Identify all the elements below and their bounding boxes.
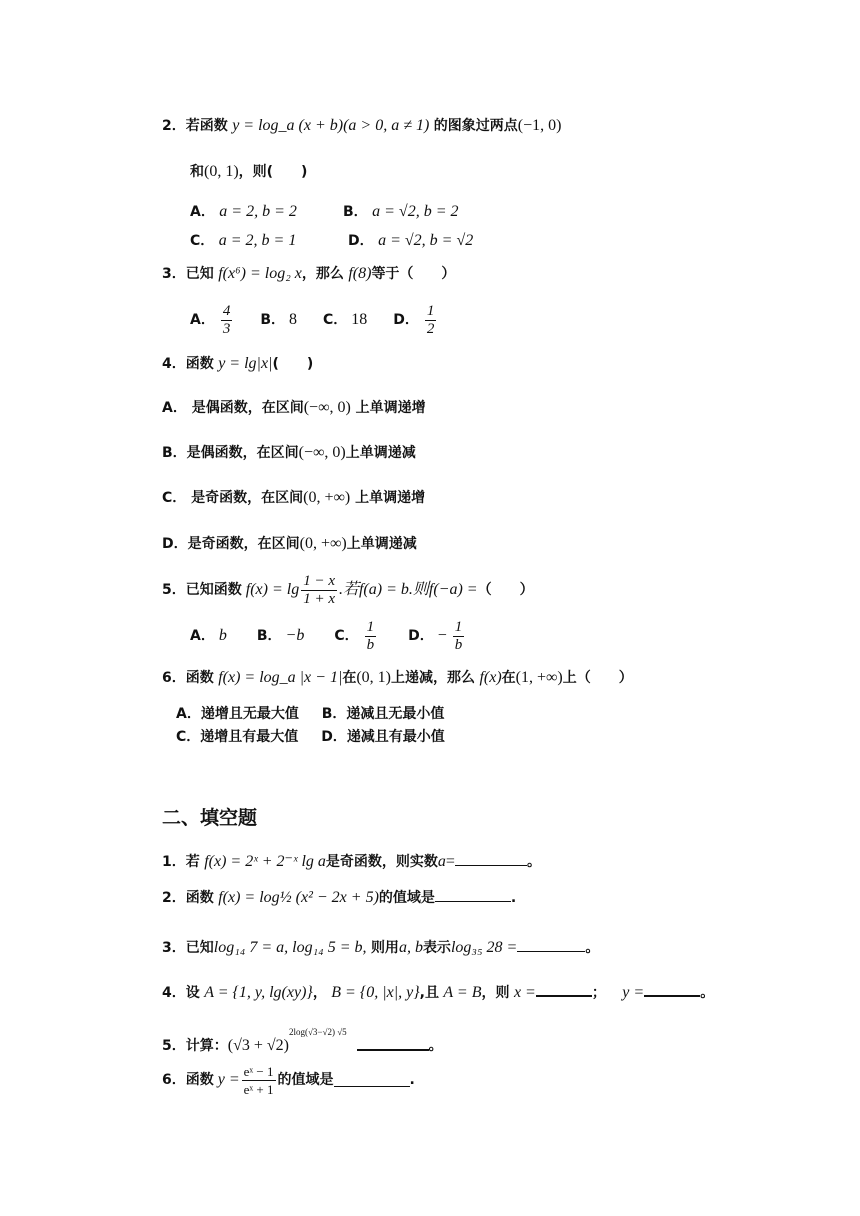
option-text: 上单调递减: [345, 445, 416, 461]
formula: f(x) = log_a |x − 1|: [218, 669, 343, 686]
option-row: [343, 202, 459, 222]
question-text: 是奇函数，则实数: [325, 854, 438, 870]
interval: (−∞, 0): [298, 444, 346, 461]
option-label: A．: [190, 628, 215, 644]
numerator: eˣ − 1: [243, 1063, 274, 1079]
minus-sign: −: [437, 627, 447, 644]
section-title: 二、填空题: [162, 807, 258, 829]
option-value: 18: [351, 311, 368, 328]
question-text: 函数: [185, 356, 214, 372]
question-3: [162, 264, 455, 284]
formula: y =: [217, 1071, 240, 1088]
question-text: 的值域是: [277, 1072, 334, 1088]
interval: (0, 1): [356, 669, 391, 686]
formula: log₃₅ 28 =: [450, 939, 518, 956]
question-2: [162, 116, 561, 136]
question-text: 和: [190, 164, 204, 180]
question-text: 已知: [185, 266, 214, 282]
question-6: [162, 668, 633, 688]
answer-blank-y[interactable]: [644, 983, 700, 997]
question-text: 若: [185, 854, 200, 870]
question-text: 表示: [422, 940, 451, 956]
option-b: [162, 443, 416, 463]
numerator: 1: [426, 302, 435, 319]
question-text: 已知: [185, 940, 214, 956]
question-text: ，则( ): [238, 164, 308, 180]
question-text: 则用: [370, 940, 399, 956]
separator: ，: [312, 985, 327, 1001]
end-mark: .: [510, 890, 517, 906]
answer-blank[interactable]: [357, 1037, 429, 1051]
question-number: 4．: [162, 356, 186, 372]
numerator: 4: [222, 302, 231, 319]
option-label: D．: [393, 312, 419, 328]
fill-question-3: [162, 938, 599, 958]
option-label: C．: [190, 233, 215, 249]
option-label: B．: [162, 445, 187, 461]
question-2-line-2: [190, 162, 307, 182]
formula-base: (√3 + √2): [227, 1037, 289, 1054]
answer-blank[interactable]: [517, 939, 585, 952]
question-text: 在: [501, 670, 516, 686]
question-number: 5．: [162, 582, 186, 598]
option-text: 上单调递增: [350, 400, 426, 416]
set-b: B = {0, |x|, y}: [331, 984, 420, 1001]
question-number: 5．: [162, 1038, 186, 1054]
question-number: 1．: [162, 854, 186, 870]
option-text: 递增且有最大值: [200, 729, 299, 745]
formula: .若f(a) = b.则f(−a) =: [338, 581, 478, 598]
formula: f(x⁶) = log₂ x: [218, 265, 302, 282]
formula: y = lg|x|: [218, 355, 273, 372]
formula: f(8): [348, 265, 372, 282]
option-value: a = 2, b = 2: [219, 203, 297, 220]
question-text: ( ): [272, 356, 314, 372]
option-label: B．: [321, 706, 347, 722]
y-equals: y =: [622, 984, 645, 1001]
variable: a, b: [398, 939, 423, 956]
fraction: [365, 619, 377, 654]
fraction: [242, 1063, 276, 1098]
option-label: C．: [176, 729, 201, 745]
end-mark: 。: [585, 940, 600, 956]
option-text: 上单调递减: [346, 536, 417, 552]
fill-question-5: [162, 1027, 443, 1056]
denominator: 1 + x: [303, 590, 335, 607]
denominator: b: [454, 636, 463, 653]
numerator: 1 − x: [303, 572, 335, 589]
question-text: 上（ ）: [562, 670, 633, 686]
answer-blank-x[interactable]: [536, 983, 592, 997]
question-text: 的图象过两点: [433, 118, 518, 134]
option-label: D．: [348, 233, 374, 249]
answer-blank[interactable]: [334, 1074, 410, 1087]
set-a: A = {1, y, lg(xy)}: [204, 984, 313, 1001]
option-label: C．: [334, 628, 359, 644]
option-row: [190, 202, 297, 222]
option-text: 上单调递增: [350, 490, 426, 506]
option-label: D．: [321, 729, 347, 745]
interval: (0, +∞): [299, 535, 347, 552]
option-label: B．: [260, 312, 286, 328]
fill-question-1: [162, 852, 541, 872]
condition: A = B: [443, 984, 482, 1001]
formula: (−1, 0): [517, 117, 562, 134]
option-label: A．: [190, 204, 215, 220]
formula: f(x) = 2ˣ + 2⁻ˣ lg a: [204, 853, 326, 870]
answer-blank[interactable]: [455, 853, 527, 866]
option-label: C．: [162, 490, 187, 506]
option-d: [162, 534, 417, 554]
formula: log₁₄ 7 = a, log₁₄ 5 = b,: [213, 939, 367, 956]
fraction: [425, 303, 437, 338]
option-value: a = √2, b = √2: [378, 232, 474, 249]
question-5: [162, 568, 534, 612]
question-number: 4．: [162, 985, 186, 1001]
numerator: 1: [454, 618, 463, 635]
option-text: 是偶函数，在区间: [186, 445, 299, 461]
denominator: b: [366, 636, 375, 653]
options-row: [190, 298, 438, 342]
end-mark: 。: [428, 1038, 443, 1054]
fill-question-2: [162, 888, 516, 908]
numerator: 1: [366, 618, 375, 635]
end-mark: .: [409, 1072, 415, 1088]
question-number: 3．: [162, 940, 186, 956]
option-label: D．: [408, 628, 434, 644]
fill-question-4: [162, 983, 714, 1003]
denominator: 3: [222, 320, 231, 337]
option-label: D．: [162, 536, 188, 552]
formula: f(x) = log½ (x² − 2x + 5): [218, 889, 379, 906]
end-mark: 。: [526, 854, 541, 870]
option-value: 8: [289, 311, 298, 328]
option-value: b: [218, 627, 227, 644]
semicolon: ；: [591, 985, 606, 1001]
question-text: 已知函数: [185, 582, 242, 598]
option-value: a = 2, b = 1: [218, 232, 297, 249]
option-a: [162, 398, 426, 418]
question-text: 函数: [185, 890, 214, 906]
formula: y = log_a (x + b)(a > 0, a ≠ 1): [232, 117, 430, 134]
option-label: A．: [176, 706, 201, 722]
question-number: 6．: [162, 670, 186, 686]
question-number: 2．: [162, 118, 186, 134]
fraction: [453, 619, 465, 654]
formula-exponent: 2log(√3−√2) √5: [289, 1027, 347, 1037]
formula: (0, 1): [204, 163, 239, 180]
option-label: B．: [256, 628, 282, 644]
question-4: [162, 354, 313, 374]
option-text: 递减且无最小值: [346, 706, 445, 722]
question-number: 2．: [162, 890, 186, 906]
question-text: ,且: [419, 985, 439, 1001]
option-label: A．: [162, 400, 187, 416]
question-text: 上递减，那么: [391, 670, 475, 686]
question-text: ，则: [481, 985, 510, 1001]
option-text: 递增且无最大值: [200, 706, 299, 722]
question-text: 若函数: [185, 118, 228, 134]
fill-question-6: [162, 1058, 415, 1102]
question-text: 设: [185, 985, 200, 1001]
question-text: ，那么: [301, 266, 344, 282]
interval: (1, +∞): [515, 669, 563, 686]
question-number: 3．: [162, 266, 186, 282]
question-text: 计算：: [185, 1038, 228, 1054]
option-label: A．: [190, 312, 215, 328]
question-text: 的值域是: [378, 890, 435, 906]
interval: (−∞, 0): [303, 399, 351, 416]
option-row: [176, 727, 445, 747]
options-row: [190, 614, 466, 658]
equals-sign: =: [445, 853, 455, 870]
option-value: −b: [285, 627, 305, 644]
denominator: eˣ + 1: [243, 1081, 274, 1097]
option-row: [176, 704, 444, 724]
option-row: [190, 231, 296, 251]
option-label: B．: [343, 204, 368, 220]
option-value: a = √2, b = 2: [372, 203, 459, 220]
question-text: 函数: [185, 670, 214, 686]
question-text: 函数: [185, 1072, 214, 1088]
end-mark: 。: [700, 985, 715, 1001]
x-equals: x =: [513, 984, 536, 1001]
denominator: 2: [426, 320, 435, 337]
option-label: C．: [323, 312, 348, 328]
question-text: 等于（ ）: [371, 266, 456, 282]
option-c: [162, 488, 425, 508]
option-text: 是奇函数，在区间: [187, 536, 300, 552]
formula: f(x): [479, 669, 502, 686]
question-text: 在: [342, 670, 357, 686]
variable: a: [437, 853, 446, 870]
question-number: 6．: [162, 1072, 186, 1088]
fraction: [301, 573, 337, 608]
interval: (0, +∞): [303, 489, 351, 506]
question-text: （ ）: [477, 582, 534, 598]
option-text: 递减且有最小值: [346, 729, 445, 745]
fraction: [221, 303, 233, 338]
option-text: 是偶函数，在区间: [186, 400, 304, 416]
answer-blank[interactable]: [435, 889, 511, 902]
option-row: [348, 231, 473, 251]
option-text: 是奇函数，在区间: [186, 490, 304, 506]
formula: f(x) = lg: [245, 581, 300, 598]
